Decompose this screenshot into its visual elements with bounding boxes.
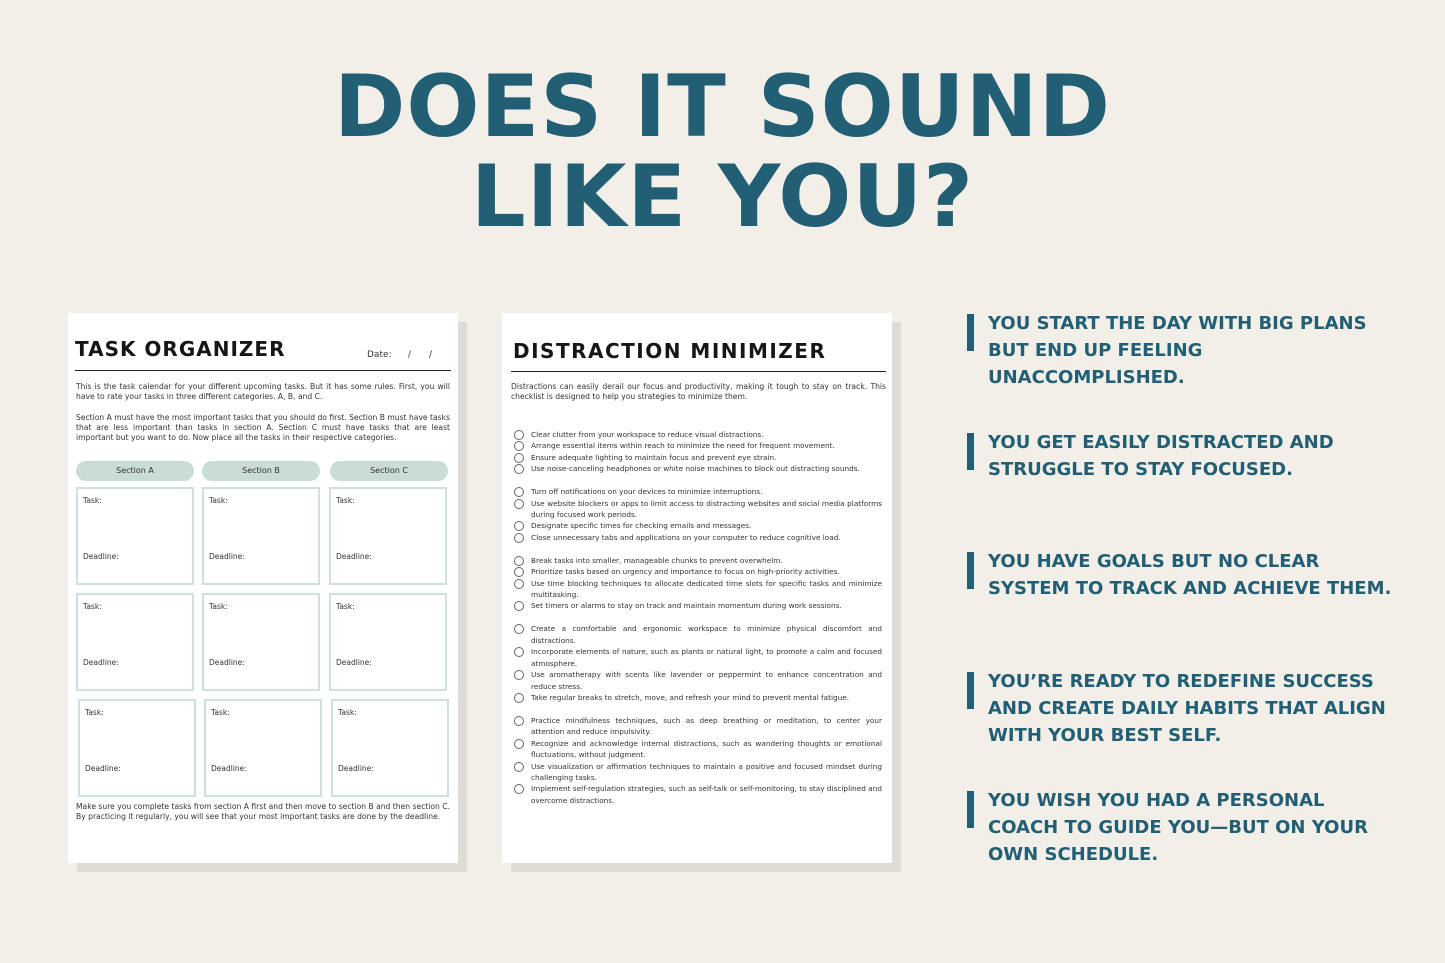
checklist-group [513,623,882,703]
accent-bar [967,552,974,589]
checkbox-circle-icon[interactable] [514,716,524,726]
deadline-label: Deadline: [83,658,119,667]
checkbox-circle-icon[interactable] [514,762,524,772]
task-cell [76,593,194,691]
task-label: Task: [338,708,357,717]
date-label: Date: [367,350,392,360]
checklist-item-text: Practice mindfulness techniques, such as deep breathing or meditation, to center your attention and reduce impulsivity. [531,715,882,737]
checklist-item-text: Use website blockers or apps to limit access to distracting websites and social media platforms during focused work periods. [531,498,882,520]
task-label: Task: [211,708,230,717]
checklist-item-text: Take regular breaks to stretch, move, and refresh your mind to prevent mental fatigue. [531,692,850,702]
checkbox-circle-icon[interactable] [514,430,524,440]
task-label: Task: [83,602,102,611]
checklist-item [513,623,882,646]
headline-line-1: DOES IT SOUND [334,57,1111,157]
title-divider [75,370,451,371]
task-cell [202,487,320,585]
checklist-item [513,761,882,784]
date-separator: / [408,350,412,360]
checklist-item-text: Ensure adequate lighting to maintain focus and prevent eye strain. [531,452,777,462]
task-label: Task: [209,602,228,611]
checkbox-circle-icon[interactable] [514,453,524,463]
checklist-item [513,555,882,566]
checklist-item-text: Break tasks into smaller, manageable chunks to prevent overwhelm. [531,555,783,565]
deadline-label: Deadline: [85,764,121,773]
checklist-item [513,692,882,703]
checklist [513,429,882,818]
checkbox-circle-icon[interactable] [514,693,524,703]
accent-bar [967,314,974,351]
checkbox-circle-icon[interactable] [514,441,524,451]
distraction-minimizer-page [502,313,892,863]
checkbox-circle-icon[interactable] [514,624,524,634]
task-organizer-intro-2: Section A must have the most important tasks that you should do first. Section B must have tasks that are less important than tasks in section A. Section C must have tasks that are least important but you want to do. Now place all the tasks in their respective categories. [76,413,450,442]
pain-point-text: YOU’RE READY TO REDEFINE SUCCESS AND CREATE DAILY HABITS THAT ALIGN WITH YOUR BEST SELF. [988,671,1386,746]
checkbox-circle-icon[interactable] [514,647,524,657]
checkbox-circle-icon[interactable] [514,533,524,543]
task-organizer-page [68,313,458,863]
headline-line-2: LIKE YOU? [470,147,975,247]
task-cell [329,487,447,585]
checklist-item [513,440,882,451]
headline [0,57,1445,247]
section-a-pill: Section A [76,461,194,481]
checklist-item [513,452,882,463]
checklist-item-text: Use time blocking techniques to allocate dedicated time slots for specific tasks and minimize multitasking. [531,578,882,600]
pain-point-text: YOU START THE DAY WITH BIG PLANS BUT END UP FEELING UNACCOMPLISHED. [988,313,1367,388]
checklist-group [513,486,882,543]
accent-bar [967,433,974,470]
task-label: Task: [336,602,355,611]
task-label: Task: [83,496,102,505]
accent-bar [967,791,974,828]
deadline-label: Deadline: [83,552,119,561]
distraction-minimizer-intro: Distractions can easily derail our focus and productivity, making it tough to stay on track. This checklist is designed to help you strategies to minimize them. [511,382,886,401]
checklist-item [513,486,882,497]
checklist-item-text: Close unnecessary tabs and applications on your computer to reduce cognitive load. [531,532,841,542]
accent-bar [967,672,974,709]
checklist-item [513,715,882,738]
checklist-item [513,783,882,806]
checklist-item-text: Incorporate elements of nature, such as plants or natural light, to promote a calm and focused atmosphere. [531,647,882,668]
section-b-pill: Section B [202,461,320,481]
task-cell [331,699,449,797]
checklist-item-text: Implement self-regulation strategies, such as self-talk or self-monitoring, to stay disciplined and overcome distractions. [531,784,882,805]
checklist-item [513,532,882,543]
task-cell [329,593,447,691]
checklist-item-text: Designate specific times for checking emails and messages. [531,521,752,531]
task-cell [76,487,194,585]
task-organizer-footer: Make sure you complete tasks from section A first and then move to section B and then section C. By practicing it regularly, you will see that your most important tasks are done by the deadline. [76,802,450,821]
checklist-item-text: Arrange essential items within reach to minimize the need for frequent movement. [531,441,835,451]
checklist-group [513,715,882,806]
checklist-item [513,738,882,761]
checklist-item [513,498,882,521]
checkbox-circle-icon[interactable] [514,556,524,566]
title-divider [511,371,886,372]
checkbox-circle-icon[interactable] [514,499,524,509]
deadline-label: Deadline: [336,552,372,561]
checklist-item-text: Create a comfortable and ergonomic workspace to minimize physical discomfort and distractions. [531,624,882,645]
checklist-item-text: Turn off notifications on your devices to minimize interruptions. [531,487,763,497]
checkbox-circle-icon[interactable] [514,464,524,474]
checklist-item [513,463,882,474]
section-c-pill: Section C [330,461,448,481]
checklist-item-text: Use aromatherapy with scents like lavender or peppermint to enhance concentration and reduce stress. [531,670,882,691]
deadline-label: Deadline: [209,552,245,561]
checklist-item [513,429,882,440]
checkbox-circle-icon[interactable] [514,579,524,589]
date-separator: / [429,350,433,360]
checklist-item [513,600,882,611]
task-cell [204,699,322,797]
checklist-item [513,669,882,692]
pain-point-text: YOU WISH YOU HAD A PERSONAL COACH TO GUIDE YOU—BUT ON YOUR OWN SCHEDULE. [988,790,1368,865]
checklist-item [513,646,882,669]
checklist-group [513,555,882,612]
deadline-label: Deadline: [211,764,247,773]
checklist-item-text: Clear clutter from your workspace to reduce visual distractions. [531,430,764,439]
checkbox-circle-icon[interactable] [514,521,524,531]
task-label: Task: [336,496,355,505]
checkbox-circle-icon[interactable] [514,784,524,794]
deadline-label: Deadline: [209,658,245,667]
checkbox-circle-icon[interactable] [514,567,524,577]
checklist-group [513,429,882,475]
checkbox-circle-icon[interactable] [514,601,524,611]
deadline-label: Deadline: [338,764,374,773]
checklist-item-text: Recognize and acknowledge internal distractions, such as wandering thoughts or emotional fluctuations, without judgment. [531,738,882,760]
date-field [367,350,433,360]
checklist-item-text: Prioritize tasks based on urgency and importance to focus on high-priority activities. [531,567,840,577]
checklist-item-text: Use visualization or affirmation techniques to maintain a positive and focused mindset during challenging tasks. [531,761,882,782]
pain-point-text: YOU GET EASILY DISTRACTED AND STRUGGLE TO STAY FOCUSED. [988,432,1334,480]
task-organizer-title: TASK ORGANIZER [75,337,286,361]
checkbox-circle-icon[interactable] [514,739,524,749]
task-cell [202,593,320,691]
checklist-item [513,578,882,601]
checklist-item-text: Use noise-canceling headphones or white noise machines to block out distracting sounds. [531,464,860,474]
distraction-minimizer-title: DISTRACTION MINIMIZER [513,339,827,363]
task-cell [78,699,196,797]
task-organizer-intro-1: This is the task calendar for your different upcoming tasks. But it has some rules. First, you will have to rate your tasks in three different categories. A, B, and C. [76,382,450,401]
pain-point-text: YOU HAVE GOALS BUT NO CLEAR SYSTEM TO TRACK AND ACHIEVE THEM. [988,551,1392,599]
deadline-label: Deadline: [336,658,372,667]
checkbox-circle-icon[interactable] [514,670,524,680]
checklist-item [513,566,882,577]
task-label: Task: [209,496,228,505]
task-label: Task: [85,708,104,717]
checkbox-circle-icon[interactable] [514,487,524,497]
checklist-item [513,520,882,531]
checklist-item-text: Set timers or alarms to stay on track and maintain momentum during work sessions. [531,601,842,611]
